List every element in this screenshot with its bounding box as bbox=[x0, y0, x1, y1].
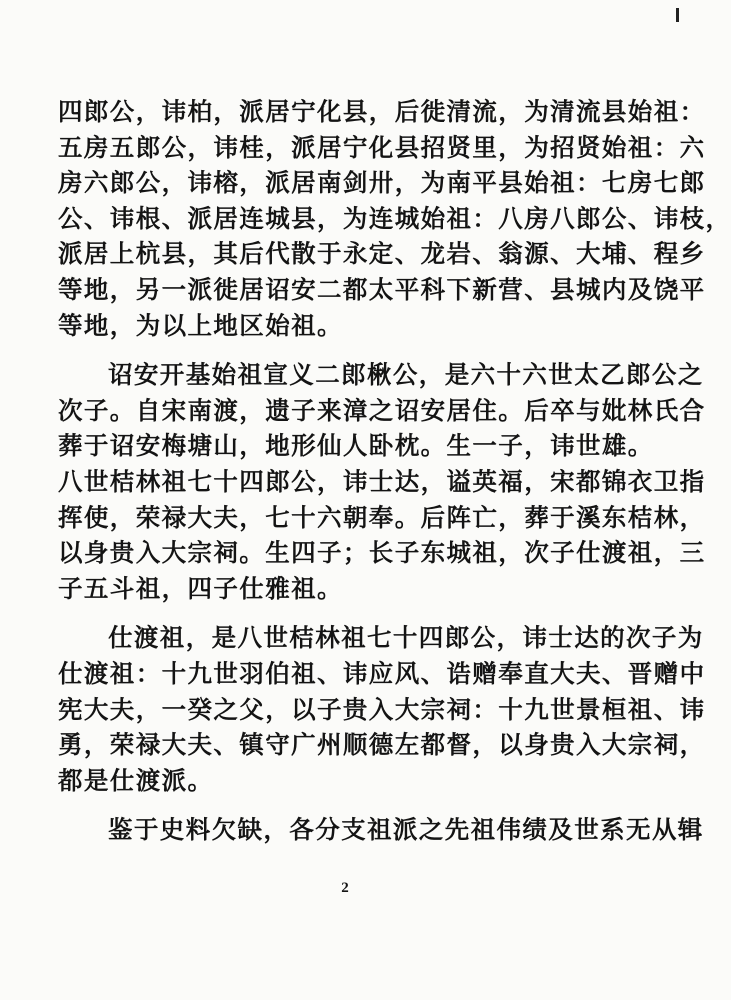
text-line: 都是仕渡派。 bbox=[58, 765, 214, 795]
text-line: 仕渡祖，是八世桔林祖七十四郎公，讳士达的次子为 bbox=[108, 623, 704, 653]
text-line: 公、讳根、派居连城县，为连城始祖：八房八郎公、讳枝， bbox=[58, 203, 731, 233]
text-line: 勇，荣禄大夫、镇守广州顺德左都督，以身贵入大宗祠， bbox=[58, 730, 706, 760]
text-line: 等地，为以上地区始祖。 bbox=[58, 310, 343, 340]
text-line: 以身贵入大宗祠。生四子；长子东城祖，次子仕渡祖，三 bbox=[58, 538, 706, 568]
text-line: 葬于诏安梅塘山，地形仙人卧枕。生一子，讳世雄。 bbox=[58, 431, 654, 461]
text-line: 房六郎公，讳榕，派居南剑卅，为南平县始祖：七房七郎 bbox=[58, 168, 706, 198]
text-line: 仕渡祖：十九世羽伯祖、讳应风、诰赠奉直大夫、晋赠中 bbox=[58, 658, 706, 688]
text-line: 次子。自宋南渡，遗子来漳之诏安居住。后卒与妣林氏合 bbox=[58, 395, 706, 425]
text-line: 派居上杭县，其后代散于永定、龙岩、翁源、大埔、程乡 bbox=[58, 239, 706, 269]
scan-edge-mark bbox=[676, 8, 679, 22]
text-line: 四郎公，讳柏，派居宁化县，后徙清流，为清流县始祖： bbox=[58, 97, 706, 126]
text-line: 宪大夫，一癸之父，以子贵入大宗祠：十九世景桓祖、讳 bbox=[58, 694, 706, 724]
text-line: 等地，另一派徙居诏安二都太平科下新营、县城内及饶平 bbox=[58, 274, 706, 304]
text-line: 诏安开基始祖宣义二郎楸公，是六十六世太乙郎公之 bbox=[108, 360, 704, 390]
body-text bbox=[58, 94, 731, 848]
text-line: 八世桔林祖七十四郎公，讳士达，谥英福，宋都锦衣卫指 bbox=[58, 466, 706, 496]
page-number: 2 bbox=[341, 880, 349, 896]
text-line: 五房五郎公，讳桂，派居宁化县招贤里，为招贤始祖：六 bbox=[58, 132, 706, 162]
text-line: 鉴于史料欠缺，各分支祖派之先祖伟绩及世系无从辑 bbox=[108, 815, 704, 845]
text-line: 挥使，荣禄大夫，七十六朝奉。后阵亡，葬于溪东桔林， bbox=[58, 502, 706, 532]
text-line: 子五斗祖，四子仕雅祖。 bbox=[58, 573, 343, 603]
